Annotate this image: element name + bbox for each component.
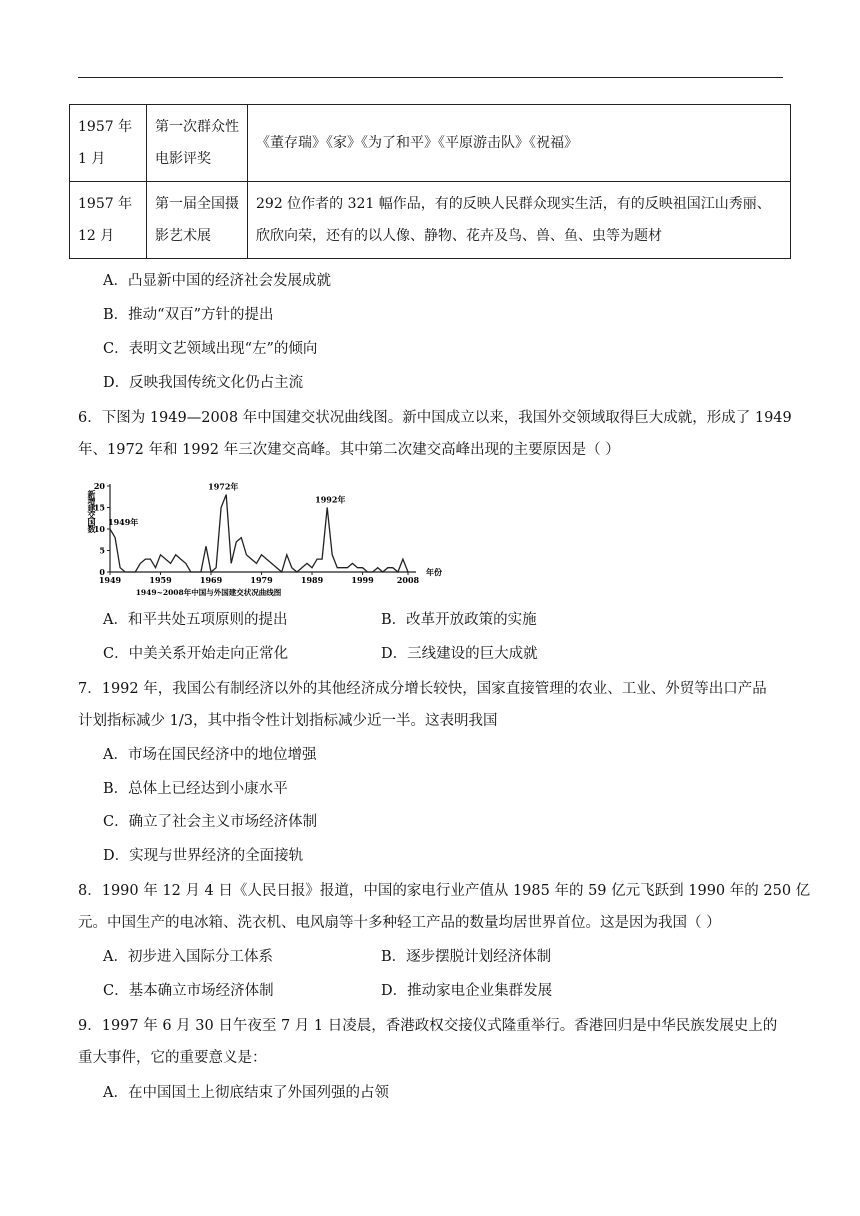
q7-stem-line-2: 计划指标减少 1/3，其中指令性计划指标减少近一半。这表明我国 xyxy=(78,713,498,729)
diplomatic-relations-chart xyxy=(78,478,448,600)
y-tick-label: 0 xyxy=(99,567,105,577)
x-tick-label: 1989 xyxy=(300,575,324,585)
x-tick-label: 1959 xyxy=(149,575,172,585)
q5-option-b: B．推动“双百”方针的提出 xyxy=(103,307,274,323)
q6-option-b: B．改革开放政策的实施 xyxy=(381,612,537,628)
peak-label: 1992年 xyxy=(315,494,346,505)
q7-stem-line-1: 7．1992 年，我国公有制经济以外的其他经济成分增长较快，国家直接管理的农业、工业、外贸等出口产品 xyxy=(78,681,767,697)
y-tick-label: 15 xyxy=(93,502,105,513)
q9-stem-line-2: 重大事件，它的重要意义是： xyxy=(78,1050,267,1066)
q8-option-a: A．初步进入国际分工体系 xyxy=(103,949,273,965)
q8-stem-line-2: 元。中国生产的电冰箱、洗衣机、电风扇等十多种轻工产品的数量均居世界首位。这是因为我国（ ） xyxy=(78,915,721,931)
x-tick-label: 1979 xyxy=(250,575,273,585)
q8-option-d: D．推动家电企业集群发展 xyxy=(381,983,553,999)
q6-stem-line-1: 6．下图为 1949—2008 年中国建交状况曲线图。新中国成立以来，我国外交领域取得巨大成就，形成了 1949 xyxy=(78,410,792,426)
chart-title: 1949~2008年中国与外国建交状况曲线图 xyxy=(135,588,282,597)
q5-option-c: C．表明文艺领域出现“左”的倾向 xyxy=(103,341,318,357)
q5-option-a: A．凸显新中国的经济社会发展成就 xyxy=(103,273,331,289)
question-5-table xyxy=(69,104,791,259)
table-cell-event: 第一届全国摄影艺术展 xyxy=(147,182,248,259)
q5-option-d: D．反映我国传统文化仍占主流 xyxy=(103,375,304,391)
table-row xyxy=(70,105,791,182)
table-cell-content: 《董存瑞》《家》《为了和平》《平原游击队》《祝福》 xyxy=(248,105,791,182)
x-tick-label: 1949 xyxy=(98,575,122,585)
q8-stem-line-1: 8．1990 年 12 月 4 日《人民日报》报道，中国的家电行业产值从 1985 年的 59 亿元飞跃到 1990 年的 250 亿 xyxy=(78,883,811,899)
q9-option-a: A．在中国国土上彻底结束了外国列强的占领 xyxy=(103,1085,389,1101)
peak-label: 1949年 xyxy=(108,517,139,527)
table-cell-date: 1957 年 12 月 xyxy=(70,182,147,259)
y-tick-label: 5 xyxy=(99,545,105,556)
q6-option-a: A．和平共处五项原则的提出 xyxy=(103,612,288,628)
y-axis-label: 新增建交国数 xyxy=(87,490,97,532)
peak-label: 1972年 xyxy=(208,481,239,492)
q6-stem-line-2: 年、1972 年和 1992 年三次建交高峰。其中第二次建交高峰出现的主要原因是（ ） xyxy=(78,442,620,458)
header-rule xyxy=(78,77,783,78)
table-row xyxy=(70,182,791,259)
table-cell-content: 292 位作者的 321 幅作品，有的反映人民群众现实生活，有的反映祖国江山秀丽、欣欣向荣，还有的以人像、静物、花卉及鸟、兽、鱼、虫等为题材 xyxy=(248,182,791,259)
series-line xyxy=(110,495,408,572)
q7-option-b: B．总体上已经达到小康水平 xyxy=(103,781,288,797)
table-cell-date: 1957 年 1 月 xyxy=(70,105,147,182)
q8-option-c: C．基本确立市场经济体制 xyxy=(103,983,274,999)
y-tick-label: 10 xyxy=(93,524,105,534)
q7-option-d: D．实现与世界经济的全面接轨 xyxy=(103,848,304,864)
x-tick-label: 2008 xyxy=(396,575,420,585)
x-axis-label: 年份 xyxy=(426,567,442,577)
q9-stem-line-1: 9．1997 年 6 月 30 日午夜至 7 月 1 日凌晨，香港政权交接仪式隆重举行。香港回归是中华民族发展史上的 xyxy=(78,1018,778,1034)
table-cell-event: 第一次群众性电影评奖 xyxy=(147,105,248,182)
q7-option-c: C．确立了社会主义市场经济体制 xyxy=(103,814,318,830)
q8-option-b: B．逐步摆脱计划经济体制 xyxy=(381,949,552,965)
q7-option-a: A．市场在国民经济中的地位增强 xyxy=(103,747,317,763)
q6-option-d: D．三线建设的巨大成就 xyxy=(381,646,538,662)
q6-option-c: C．中美关系开始走向正常化 xyxy=(103,646,289,662)
x-tick-label: 1969 xyxy=(199,575,223,585)
y-tick-label: 20 xyxy=(93,481,105,491)
x-tick-label: 1999 xyxy=(351,575,374,585)
